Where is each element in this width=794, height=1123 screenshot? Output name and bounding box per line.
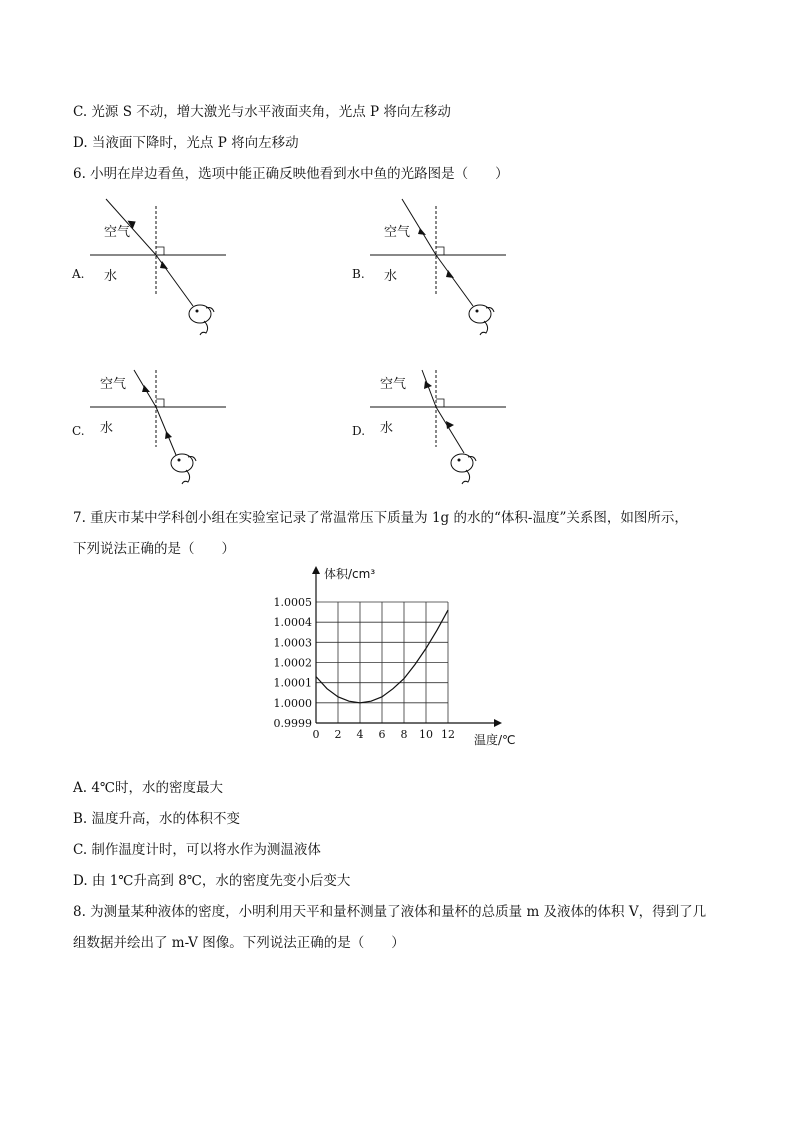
q6-option-a-diagram (70, 196, 240, 346)
q8-stem-line1: 8. 为测量某种液体的密度，小明利用天平和量杯测量了液体和量杯的总质量 m 及液体的体积 V，得到了几 (73, 904, 707, 920)
x-axis-arrow (494, 719, 502, 727)
q6-option-b-water-label: 水 (384, 269, 398, 284)
x-tick-label: 8 (400, 728, 408, 741)
q6-option-b-air-label: 空气 (384, 225, 411, 240)
y-tick-label: 1.0005 (273, 596, 312, 609)
y-tick-label: 1.0003 (273, 636, 312, 650)
x-axis-label: 温度/℃ (474, 733, 516, 747)
q6-option-a-air-label: 空气 (104, 225, 131, 240)
q7-option-c: C. 制作温度计时，可以将水作为测温液体 (73, 842, 321, 858)
q6-option-c-diagram (70, 365, 240, 500)
q8-stem-line2: 组数据并绘出了 m-V 图像。下列说法正确的是（ ） (73, 935, 405, 951)
chart-grid (316, 602, 448, 723)
y-axis-arrow (312, 566, 320, 574)
y-tick-label: 1.0000 (273, 696, 312, 710)
y-tick-label: 1.0004 (273, 616, 312, 630)
q6-option-d-air-label: 空气 (380, 377, 407, 392)
y-axis-label: 体积/cm³ (324, 567, 376, 581)
y-tick-label: 1.0002 (273, 656, 312, 670)
q5-option-c: C. 光源 S 不动，增大激光与水平液面夹角，光点 P 将向左移动 (73, 104, 451, 120)
fish-icon (451, 454, 476, 484)
q6-option-b-diagram (350, 196, 520, 346)
x-tick-label: 6 (378, 728, 386, 741)
q6-stem: 6. 小明在岸边看鱼，选项中能正确反映他看到水中鱼的光路图是（ ） (73, 166, 509, 182)
x-tick-label: 0 (312, 728, 320, 741)
q6-option-a-water-label: 水 (104, 269, 118, 284)
fish-icon (171, 454, 196, 484)
x-tick-label: 10 (419, 728, 433, 741)
q6-option-c-water-label: 水 (100, 421, 114, 436)
q6-option-b-letter: B. (352, 267, 365, 281)
q6-option-a-letter: A. (72, 267, 85, 281)
y-tick-label: 0.9999 (273, 717, 312, 730)
q7-stem-line2: 下列说法正确的是（ ） (73, 541, 235, 557)
q6-option-d-water-label: 水 (380, 421, 394, 436)
q6-option-c-air-label: 空气 (100, 377, 127, 392)
q6-option-d-letter: D. (352, 424, 366, 438)
q5-option-d: D. 当液面下降时，光点 P 将向左移动 (73, 135, 299, 151)
fish-icon (189, 305, 214, 335)
q7-option-d: D. 由 1℃升高到 8℃，水的密度先变小后变大 (73, 873, 351, 889)
x-tick-label: 12 (441, 728, 455, 741)
q7-stem-line1: 7. 重庆市某中学科创小组在实验室记录了常温常压下质量为 1g 的水的“体积-温度”关系图，如图所示， (73, 510, 688, 526)
q7-option-a: A. 4℃时，水的密度最大 (73, 780, 224, 796)
x-tick-label: 4 (356, 728, 364, 741)
volume-temperature-chart (262, 562, 532, 754)
q6-option-d-diagram (350, 365, 520, 500)
q7-option-b: B. 温度升高，水的体积不变 (73, 811, 241, 827)
y-tick-label: 1.0001 (273, 676, 312, 690)
fish-icon (469, 305, 494, 335)
x-tick-label: 2 (334, 728, 342, 741)
q6-option-c-letter: C. (72, 424, 85, 438)
